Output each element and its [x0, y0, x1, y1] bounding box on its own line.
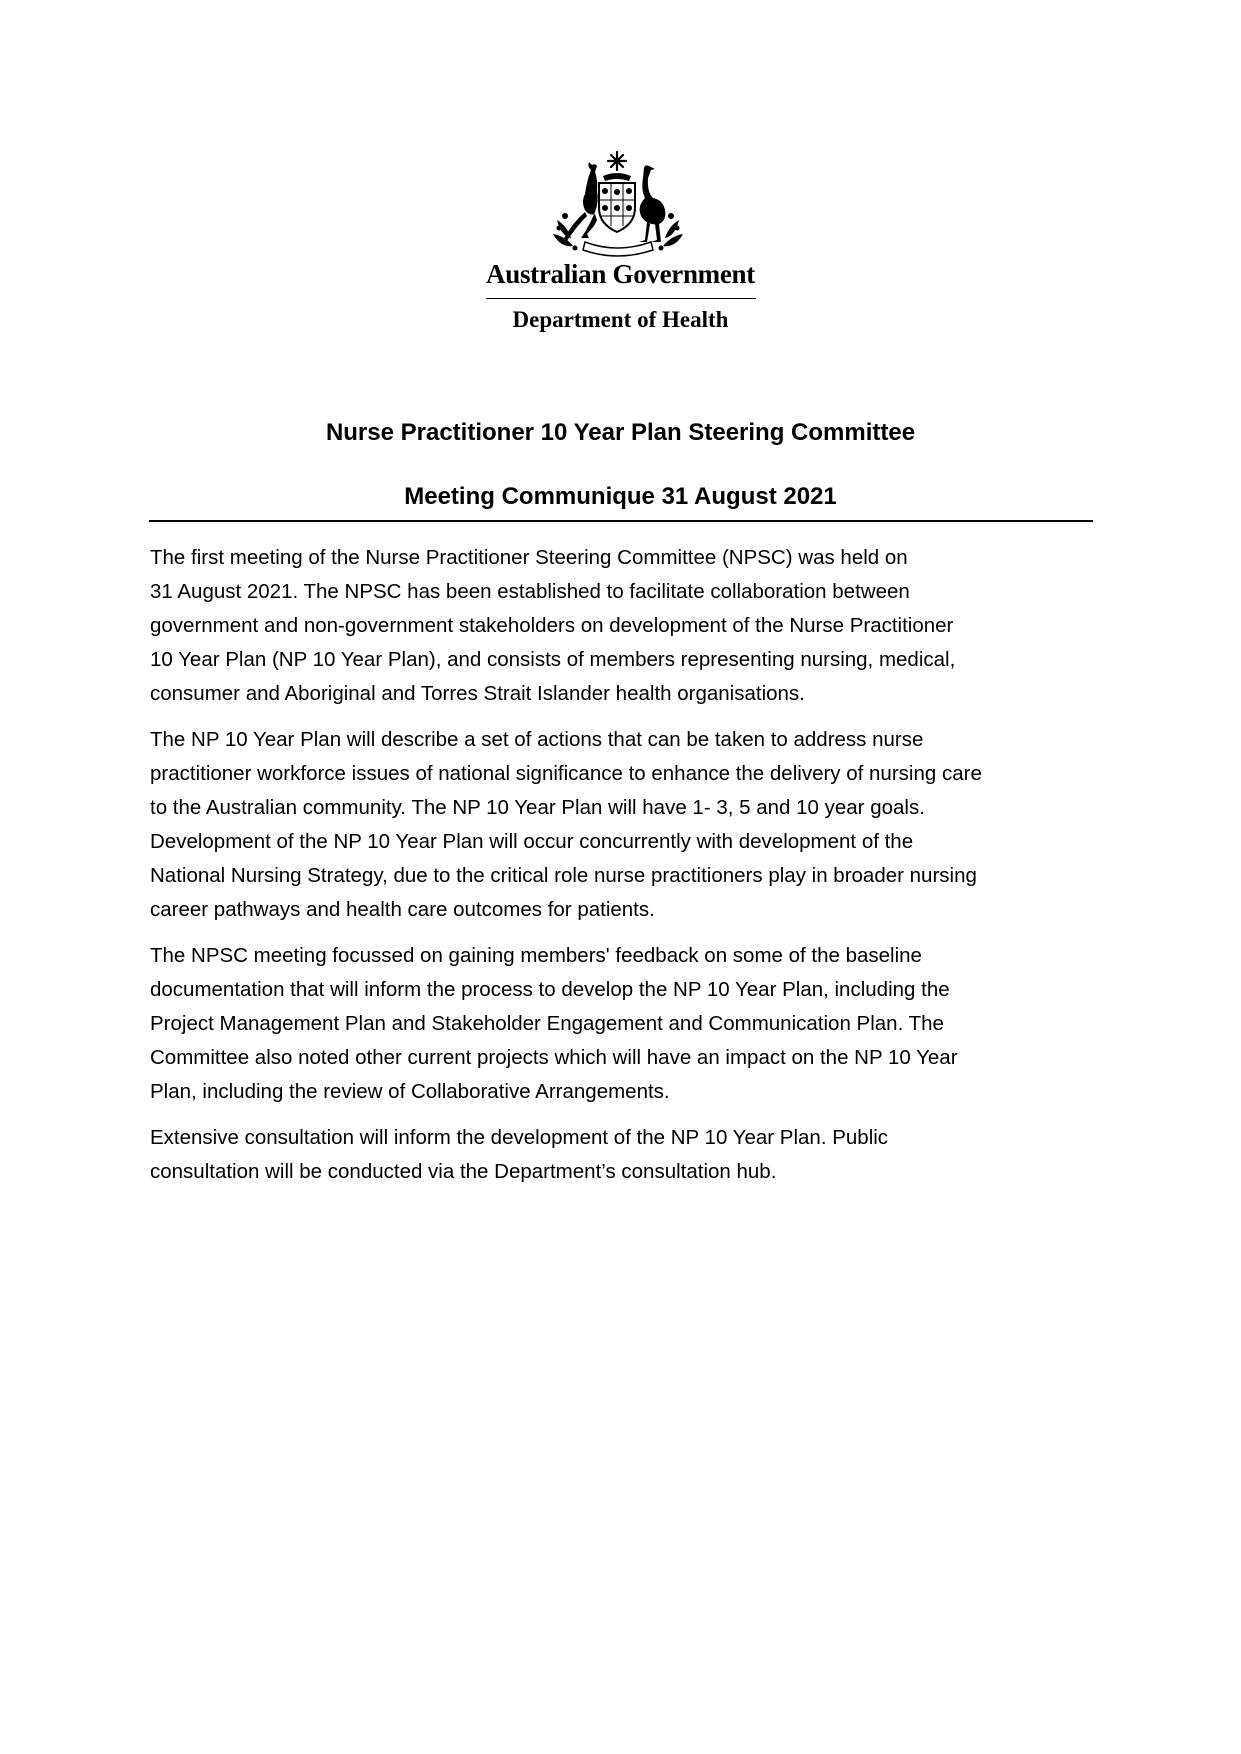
- paragraph-1: [150, 541, 1100, 711]
- text-line: 31 August 2021. The NPSC has been established to facilitate collaboration between: [150, 580, 910, 603]
- text-line: Project Management Plan and Stakeholder Engagement and Communication Plan. The: [150, 1012, 944, 1035]
- text-line: Development of the NP 10 Year Plan will occur concurrently with development of the: [150, 830, 914, 853]
- emu-icon: [639, 165, 665, 242]
- title-divider: [149, 520, 1093, 522]
- text-line: to the Australian community. The NP 10 Year Plan will have 1- 3, 5 and 10 year goals.: [150, 796, 925, 819]
- text-line: consultation will be conducted via the Department’s consultation hub.: [150, 1160, 777, 1183]
- text-line: documentation that will inform the process to develop the NP 10 Year Plan, including the: [150, 978, 950, 1001]
- paragraph-3: [150, 939, 1100, 1109]
- text-line: The NPSC meeting focussed on gaining members' feedback on some of the baseline: [150, 944, 922, 967]
- text-line: career pathways and health care outcomes for patients.: [150, 898, 655, 921]
- document-subtitle: Meeting Communique 31 August 2021: [404, 483, 837, 510]
- text-line: National Nursing Strategy, due to the critical role nurse practitioners play in broader nursing: [150, 864, 977, 887]
- crest-torse: [603, 173, 631, 181]
- government-name: Australian Government: [486, 259, 755, 289]
- scroll-banner: [583, 242, 653, 256]
- header-divider: [486, 298, 756, 299]
- text-line: government and non-government stakeholders on development of the Nurse Practitioner: [150, 614, 954, 637]
- text-line: Plan, including the review of Collaborative Arrangements.: [150, 1080, 670, 1103]
- text-line: 10 Year Plan (NP 10 Year Plan), and consists of members representing nursing, medical,: [150, 648, 956, 671]
- text-line: consumer and Aboriginal and Torres Strait Islander health organisations.: [150, 682, 805, 705]
- coat-of-arms-logo: [551, 150, 685, 260]
- paragraph-4: [150, 1121, 1100, 1189]
- document-title: Nurse Practitioner 10 Year Plan Steering Committee: [325, 419, 916, 446]
- text-line: Extensive consultation will inform the development of the NP 10 Year Plan. Public: [150, 1126, 889, 1149]
- text-line: Committee also noted other current projects which will have an impact on the NP 10 Year: [150, 1046, 958, 1069]
- text-line: The NP 10 Year Plan will describe a set of actions that can be taken to address nurse: [150, 728, 924, 751]
- commonwealth-star-icon: [608, 152, 626, 170]
- text-line: The first meeting of the Nurse Practitioner Steering Committee (NPSC) was held on: [150, 546, 908, 569]
- text-line: practitioner workforce issues of national significance to enhance the delivery of nursing care: [150, 762, 982, 785]
- document-body: [150, 541, 1100, 1201]
- paragraph-2: [150, 723, 1100, 927]
- department-name: Department of Health: [512, 307, 729, 332]
